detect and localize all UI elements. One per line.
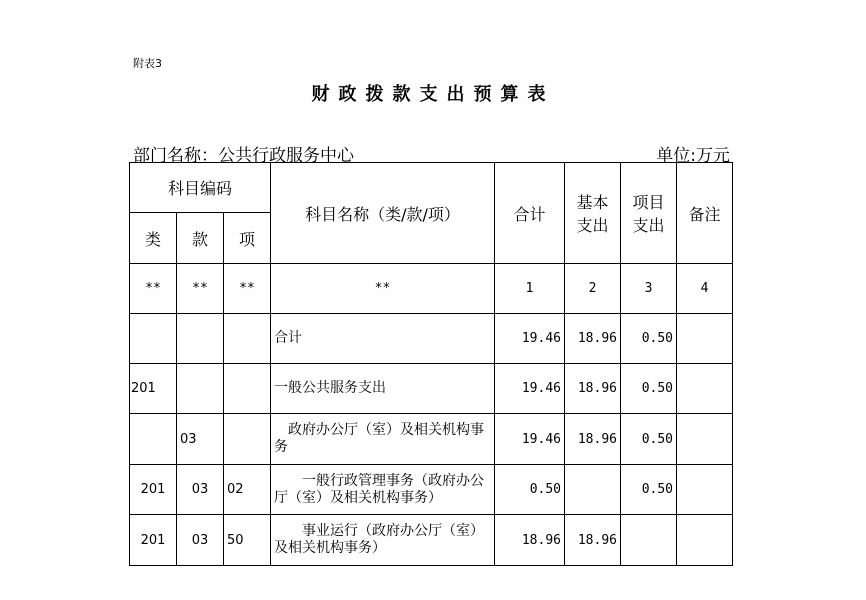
index-cell: ** (271, 264, 495, 314)
budget-table (129, 162, 733, 566)
basic-cell: 18.96 (565, 414, 621, 465)
unit-label: 单位:万元 (656, 146, 730, 166)
xiang-cell (224, 414, 271, 465)
index-cell: 4 (677, 264, 733, 314)
xiang-cell (224, 364, 271, 414)
total-header: 合计 (495, 163, 565, 264)
total-cell: 0.50 (495, 465, 565, 515)
index-cell: 1 (495, 264, 565, 314)
project-header-line2: 支出 (632, 216, 665, 235)
table-row (130, 314, 733, 364)
table-row (130, 364, 733, 414)
subject-name-cell: 事业运行（政府办公厅（室）及相关机构事务） (271, 515, 495, 566)
subject-name-cell: 政府办公厅（室）及相关机构事务 (271, 414, 495, 465)
code-group-header: 科目编码 (130, 163, 271, 213)
department-label: 部门名称： (133, 146, 218, 166)
index-cell: 3 (621, 264, 677, 314)
kuan-cell: 03 (177, 414, 224, 465)
appendix-note: 附表3 (133, 57, 162, 70)
basic-header-line1: 基本 (576, 193, 609, 212)
project-cell (621, 515, 677, 566)
lei-cell: 201 (130, 515, 177, 566)
page-title: 财政拨款支出预算表 (311, 84, 555, 105)
kuan-cell (177, 314, 224, 364)
lei-cell: 201 (130, 364, 177, 414)
remark-cell (677, 364, 733, 414)
subject-name-cell: 一般公共服务支出 (271, 364, 495, 414)
index-cell: 2 (565, 264, 621, 314)
subject-name-header: 科目名称（类/款/项） (271, 163, 495, 264)
remark-cell (677, 414, 733, 465)
basic-expense-header (565, 163, 621, 264)
header-row-1 (130, 163, 733, 213)
kuan-cell: 03 (177, 465, 224, 515)
project-header-line1: 项目 (632, 193, 665, 212)
basic-cell: 18.96 (565, 314, 621, 364)
basic-cell (565, 465, 621, 515)
basic-cell: 18.96 (565, 364, 621, 414)
index-cell: ** (130, 264, 177, 314)
xiang-cell: 02 (224, 465, 271, 515)
lei-header: 类 (130, 213, 177, 264)
remark-cell (677, 314, 733, 364)
xiang-header: 项 (224, 213, 271, 264)
total-cell: 18.96 (495, 515, 565, 566)
total-cell: 19.46 (495, 364, 565, 414)
total-cell: 19.46 (495, 414, 565, 465)
subject-name-cell: 合计 (271, 314, 495, 364)
kuan-header: 款 (177, 213, 224, 264)
remark-cell (677, 515, 733, 566)
remark-header: 备注 (677, 163, 733, 264)
table-row (130, 465, 733, 515)
kuan-cell (177, 364, 224, 414)
lei-cell: 201 (130, 465, 177, 515)
table-row (130, 515, 733, 566)
index-cell: ** (177, 264, 224, 314)
remark-cell (677, 465, 733, 515)
table-row (130, 414, 733, 465)
kuan-cell: 03 (177, 515, 224, 566)
lei-cell (130, 414, 177, 465)
department-name: 公共行政服务中心 (218, 146, 354, 166)
project-expense-header (621, 163, 677, 264)
project-cell: 0.50 (621, 364, 677, 414)
basic-header-line2: 支出 (576, 216, 609, 235)
xiang-cell (224, 314, 271, 364)
basic-cell: 18.96 (565, 515, 621, 566)
project-cell: 0.50 (621, 414, 677, 465)
lei-cell (130, 314, 177, 364)
index-row (130, 264, 733, 314)
index-cell: ** (224, 264, 271, 314)
project-cell: 0.50 (621, 465, 677, 515)
total-cell: 19.46 (495, 314, 565, 364)
subject-name-cell: 一般行政管理事务（政府办公厅（室）及相关机构事务） (271, 465, 495, 515)
xiang-cell: 50 (224, 515, 271, 566)
project-cell: 0.50 (621, 314, 677, 364)
